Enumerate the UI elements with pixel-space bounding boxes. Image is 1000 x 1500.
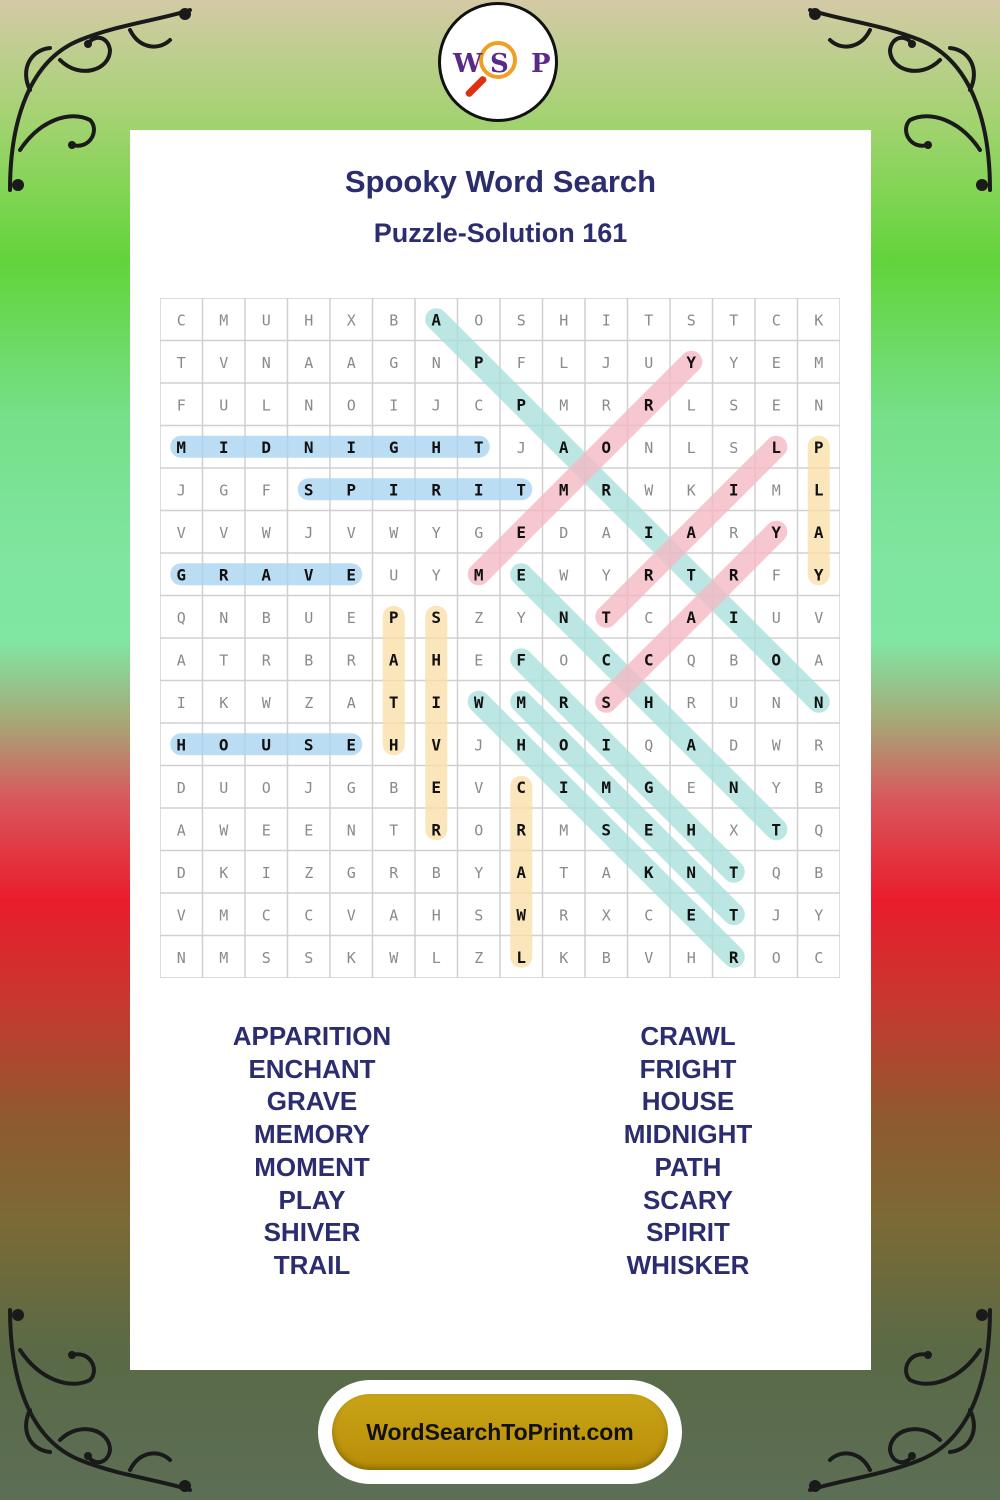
grid-cell[interactable]: M: [771, 481, 781, 500]
grid-cell[interactable]: W: [516, 905, 527, 925]
grid-cell[interactable]: L: [813, 480, 824, 500]
grid-cell[interactable]: W: [219, 821, 229, 840]
grid-cell[interactable]: E: [304, 821, 314, 840]
word-list-left: [162, 1020, 462, 1282]
grid-cell[interactable]: V: [346, 906, 356, 925]
grid-cell[interactable]: Y: [771, 522, 782, 542]
grid-cell[interactable]: H: [431, 437, 442, 457]
grid-cell[interactable]: Y: [474, 863, 484, 882]
grid-cell[interactable]: M: [559, 396, 569, 415]
grid-cell[interactable]: L: [516, 947, 527, 967]
grid-cell[interactable]: E: [431, 777, 442, 797]
grid-cell[interactable]: B: [729, 651, 739, 670]
grid-cell[interactable]: N: [728, 777, 739, 797]
grid-cell[interactable]: I: [601, 735, 612, 755]
grid-cell[interactable]: W: [261, 523, 271, 542]
grid-cell[interactable]: Y: [601, 566, 611, 585]
grid-cell[interactable]: R: [431, 480, 442, 500]
grid-cell[interactable]: N: [431, 353, 441, 372]
grid-cell[interactable]: W: [389, 948, 399, 967]
grid-cell[interactable]: E: [686, 778, 696, 797]
grid-cell[interactable]: R: [729, 523, 739, 542]
grid-cell[interactable]: E: [643, 820, 654, 840]
grid-cell[interactable]: U: [219, 396, 229, 415]
grid-cell[interactable]: B: [304, 651, 314, 670]
grid-cell[interactable]: G: [346, 863, 356, 882]
grid-cell[interactable]: N: [686, 862, 697, 882]
word-list-item: HOUSE: [641, 1086, 735, 1117]
grid-cell[interactable]: N: [176, 948, 186, 967]
grid-cell[interactable]: T: [644, 311, 654, 330]
grid-cell[interactable]: J: [516, 438, 526, 457]
grid-cell[interactable]: M: [176, 437, 187, 457]
grid-cell[interactable]: R: [643, 565, 654, 585]
website-button-label: WordSearchToPrint.com: [332, 1394, 668, 1470]
grid-cell[interactable]: Z: [304, 863, 314, 882]
grid-cell[interactable]: T: [176, 353, 186, 372]
grid-cell[interactable]: O: [346, 396, 356, 415]
grid-cell[interactable]: M: [473, 565, 484, 585]
grid-cell[interactable]: R: [686, 693, 696, 712]
word-list-item: SHIVER: [263, 1217, 361, 1248]
grid-cell[interactable]: V: [814, 608, 824, 627]
grid-cell[interactable]: M: [601, 777, 612, 797]
grid-cell[interactable]: N: [303, 437, 314, 457]
grid-cell[interactable]: O: [558, 735, 569, 755]
word-list-item: SCARY: [642, 1184, 734, 1215]
grid-cell[interactable]: R: [559, 906, 569, 925]
grid-cell[interactable]: V: [303, 565, 314, 585]
grid-cell[interactable]: J: [304, 523, 314, 542]
grid-cell[interactable]: C: [176, 311, 186, 330]
grid-cell[interactable]: F: [771, 566, 781, 585]
word-list-item: SPIRIT: [646, 1217, 730, 1248]
grid-cell[interactable]: E: [516, 522, 527, 542]
page-subtitle: Puzzle-Solution 161: [373, 218, 628, 248]
grid-cell[interactable]: J: [771, 906, 781, 925]
grid-cell[interactable]: Y: [729, 353, 739, 372]
grid-cell[interactable]: A: [176, 651, 186, 670]
grid-cell[interactable]: U: [389, 566, 399, 585]
grid-cell[interactable]: C: [474, 396, 484, 415]
grid-cell[interactable]: G: [389, 353, 399, 372]
grid-cell[interactable]: O: [218, 735, 229, 755]
grid-cell[interactable]: Q: [771, 863, 781, 882]
grid-cell[interactable]: J: [176, 481, 186, 500]
grid-cell[interactable]: V: [176, 906, 186, 925]
grid-cell[interactable]: R: [814, 736, 824, 755]
grid-cell[interactable]: Y: [431, 566, 441, 585]
grid-cell[interactable]: G: [474, 523, 484, 542]
grid-cell[interactable]: S: [601, 692, 612, 712]
logo-letter-p: P: [531, 49, 551, 79]
grid-cell[interactable]: T: [389, 821, 399, 840]
grid-cell[interactable]: V: [346, 523, 356, 542]
grid-cell[interactable]: R: [218, 565, 229, 585]
grid-cell[interactable]: A: [346, 693, 356, 712]
grid-cell[interactable]: E: [261, 821, 271, 840]
grid-cell[interactable]: K: [559, 948, 569, 967]
website-button[interactable]: [324, 1386, 676, 1478]
grid-cell[interactable]: S: [474, 906, 484, 925]
grid-cell[interactable]: S: [303, 480, 314, 500]
grid-cell[interactable]: Z: [474, 608, 484, 627]
logo-letter-w: W: [453, 49, 483, 79]
grid-cell[interactable]: D: [559, 523, 569, 542]
grid-cell[interactable]: F: [176, 396, 186, 415]
grid-cell[interactable]: S: [304, 948, 314, 967]
grid-cell[interactable]: P: [346, 480, 357, 500]
grid-cell[interactable]: R: [728, 947, 739, 967]
grid-cell[interactable]: N: [558, 607, 569, 627]
grid-cell[interactable]: M: [219, 311, 229, 330]
grid-cell[interactable]: A: [516, 862, 527, 882]
grid-cell[interactable]: A: [176, 821, 186, 840]
grid-cell[interactable]: T: [388, 692, 399, 712]
grid-cell[interactable]: B: [814, 778, 824, 797]
word-list-item: PATH: [654, 1151, 722, 1182]
grid-cell[interactable]: C: [814, 948, 824, 967]
grid-cell[interactable]: B: [261, 608, 271, 627]
grid-cell[interactable]: A: [389, 906, 399, 925]
grid-cell[interactable]: K: [219, 863, 229, 882]
grid-cell[interactable]: R: [389, 863, 399, 882]
word-list-item: TRAIL: [273, 1249, 351, 1280]
grid-cell[interactable]: U: [729, 693, 739, 712]
grid-cell[interactable]: T: [728, 862, 739, 882]
grid-cell[interactable]: A: [813, 522, 824, 542]
grid-cell[interactable]: S: [686, 311, 696, 330]
grid-cell[interactable]: S: [729, 438, 739, 457]
grid-cell[interactable]: L: [431, 948, 441, 967]
grid-cell[interactable]: T: [219, 651, 229, 670]
page-title: Spooky Word Search: [344, 164, 657, 199]
grid-cell[interactable]: R: [728, 565, 739, 585]
grid-cell[interactable]: T: [729, 311, 739, 330]
grid-cell[interactable]: O: [474, 821, 484, 840]
grid-cell[interactable]: K: [643, 862, 654, 882]
grid-cell[interactable]: C: [304, 906, 314, 925]
grid-cell[interactable]: I: [176, 693, 186, 712]
grid-cell[interactable]: P: [473, 352, 484, 372]
grid-cell[interactable]: V: [431, 735, 442, 755]
word-list-item: MIDNIGHT: [623, 1119, 753, 1150]
grid-cell[interactable]: T: [686, 565, 697, 585]
grid-cell[interactable]: I: [558, 777, 569, 797]
grid-cell[interactable]: J: [304, 778, 314, 797]
grid-cell[interactable]: Z: [474, 948, 484, 967]
grid-cell[interactable]: O: [771, 650, 782, 670]
grid-cell[interactable]: Q: [644, 736, 654, 755]
logo-letter-s: S: [490, 49, 509, 79]
grid-cell[interactable]: A: [601, 863, 611, 882]
grid-cell[interactable]: L: [559, 353, 569, 372]
word-list-item: MEMORY: [253, 1119, 371, 1150]
grid-cell[interactable]: O: [261, 778, 271, 797]
grid-cell[interactable]: U: [261, 735, 272, 755]
grid-cell[interactable]: M: [814, 353, 824, 372]
grid-cell[interactable]: T: [516, 480, 527, 500]
grid-cell[interactable]: O: [601, 437, 612, 457]
grid-cell[interactable]: K: [346, 948, 356, 967]
grid-cell[interactable]: O: [559, 651, 569, 670]
grid-cell[interactable]: X: [346, 311, 356, 330]
grid-cell[interactable]: R: [346, 651, 356, 670]
word-list-item: FRIGHT: [639, 1053, 737, 1084]
grid-cell[interactable]: Y: [771, 778, 781, 797]
grid-cell[interactable]: R: [643, 395, 654, 415]
grid-cell[interactable]: P: [813, 437, 824, 457]
grid-cell[interactable]: B: [389, 778, 399, 797]
grid-cell[interactable]: L: [771, 437, 782, 457]
grid-cell[interactable]: Z: [304, 693, 314, 712]
grid-cell[interactable]: E: [474, 651, 484, 670]
grid-cell[interactable]: N: [644, 438, 654, 457]
grid-cell[interactable]: A: [346, 353, 356, 372]
grid-cell[interactable]: K: [814, 311, 824, 330]
grid-cell[interactable]: O: [771, 948, 781, 967]
grid-cell[interactable]: W: [771, 736, 781, 755]
grid-cell[interactable]: G: [346, 778, 356, 797]
grid-cell[interactable]: I: [388, 480, 399, 500]
grid-cell[interactable]: I: [473, 480, 484, 500]
grid-cell[interactable]: I: [261, 863, 271, 882]
grid-cell[interactable]: Q: [814, 821, 824, 840]
grid-cell[interactable]: D: [176, 863, 186, 882]
grid-cell[interactable]: S: [303, 735, 314, 755]
grid-cell[interactable]: H: [686, 820, 697, 840]
grid-cell[interactable]: R: [261, 651, 271, 670]
grid-cell[interactable]: I: [728, 607, 739, 627]
grid-cell[interactable]: Y: [686, 352, 697, 372]
grid-cell[interactable]: H: [643, 692, 654, 712]
grid-cell[interactable]: C: [644, 906, 654, 925]
grid-cell[interactable]: A: [431, 310, 442, 330]
grid-cell[interactable]: F: [516, 353, 526, 372]
grid-cell[interactable]: N: [346, 821, 356, 840]
grid-cell[interactable]: E: [516, 565, 527, 585]
grid-cell[interactable]: L: [261, 396, 271, 415]
grid-cell[interactable]: I: [218, 437, 229, 457]
word-list-item: PLAY: [278, 1184, 346, 1215]
grid-cell[interactable]: G: [643, 777, 654, 797]
grid-cell[interactable]: W: [559, 566, 569, 585]
grid-cell[interactable]: S: [729, 396, 739, 415]
grid-cell[interactable]: C: [516, 777, 527, 797]
grid-cell[interactable]: I: [431, 692, 442, 712]
grid-cell[interactable]: B: [601, 948, 611, 967]
grid-cell[interactable]: D: [261, 437, 272, 457]
word-list-item: MOMENT: [254, 1151, 370, 1182]
grid-cell[interactable]: Y: [813, 565, 824, 585]
grid-cell[interactable]: Q: [686, 651, 696, 670]
grid-cell[interactable]: U: [644, 353, 654, 372]
grid-cell[interactable]: C: [643, 650, 654, 670]
wsp-logo[interactable]: [438, 2, 558, 122]
grid-cell[interactable]: E: [346, 565, 357, 585]
grid-cell[interactable]: B: [814, 863, 824, 882]
grid-cell[interactable]: N: [219, 608, 229, 627]
grid-cell[interactable]: L: [686, 438, 696, 457]
grid-cell[interactable]: F: [516, 650, 527, 670]
grid-cell[interactable]: V: [176, 523, 186, 542]
grid-cell[interactable]: C: [771, 311, 781, 330]
grid-cell[interactable]: S: [261, 948, 271, 967]
word-list-item: ENCHANT: [248, 1053, 376, 1084]
word-list-item: GRAVE: [266, 1086, 358, 1117]
grid-cell[interactable]: T: [559, 863, 569, 882]
grid-cell[interactable]: N: [261, 353, 271, 372]
grid-cell[interactable]: O: [474, 311, 484, 330]
grid-cell[interactable]: B: [389, 311, 399, 330]
grid-cell[interactable]: X: [729, 821, 739, 840]
grid-cell[interactable]: G: [176, 565, 187, 585]
grid-cell[interactable]: F: [261, 481, 271, 500]
grid-cell[interactable]: E: [346, 735, 357, 755]
grid-cell[interactable]: Y: [516, 608, 526, 627]
grid-cell[interactable]: E: [771, 396, 781, 415]
grid-cell[interactable]: P: [516, 395, 527, 415]
grid-cell[interactable]: H: [431, 906, 441, 925]
grid-cell[interactable]: I: [728, 480, 739, 500]
grid-cell[interactable]: J: [431, 396, 441, 415]
grid-cell[interactable]: A: [558, 437, 569, 457]
grid-cell[interactable]: J: [474, 736, 484, 755]
grid-cell[interactable]: U: [771, 608, 781, 627]
grid-cell[interactable]: A: [814, 651, 824, 670]
grid-cell[interactable]: A: [261, 565, 272, 585]
grid-cell[interactable]: K: [686, 481, 696, 500]
grid-cell[interactable]: I: [601, 311, 611, 330]
grid-cell[interactable]: T: [771, 820, 782, 840]
grid-cell[interactable]: U: [219, 778, 229, 797]
word-search-grid: [160, 298, 840, 978]
grid-cell[interactable]: J: [601, 353, 611, 372]
grid-cell[interactable]: R: [558, 692, 569, 712]
grid-cell[interactable]: U: [304, 608, 314, 627]
grid-cell[interactable]: N: [814, 396, 824, 415]
grid-cell[interactable]: A: [686, 735, 697, 755]
grid-cell[interactable]: T: [728, 905, 739, 925]
grid-cell[interactable]: S: [431, 607, 442, 627]
grid-cell[interactable]: W: [644, 481, 654, 500]
grid-cell[interactable]: I: [389, 396, 399, 415]
grid-cell[interactable]: P: [388, 607, 399, 627]
grid-cell[interactable]: M: [219, 948, 229, 967]
grid-cell[interactable]: M: [219, 906, 229, 925]
grid-cell[interactable]: H: [516, 735, 527, 755]
grid-cell[interactable]: S: [516, 311, 526, 330]
grid-cell[interactable]: W: [261, 693, 271, 712]
grid-cell[interactable]: R: [516, 820, 527, 840]
word-list-item: APPARITION: [232, 1021, 392, 1051]
grid-cell[interactable]: A: [686, 607, 697, 627]
grid-cell[interactable]: V: [219, 523, 229, 542]
grid-cell[interactable]: U: [261, 311, 271, 330]
grid-cell[interactable]: N: [304, 396, 314, 415]
grid-cell[interactable]: V: [644, 948, 654, 967]
grid-cell[interactable]: A: [388, 650, 399, 670]
grid-cell[interactable]: N: [771, 693, 781, 712]
grid-cell[interactable]: V: [219, 353, 229, 372]
grid-cell[interactable]: H: [304, 311, 314, 330]
grid-cell[interactable]: R: [601, 480, 612, 500]
grid-cell[interactable]: C: [601, 650, 612, 670]
grid-cell[interactable]: A: [686, 522, 697, 542]
grid-cell[interactable]: C: [644, 608, 654, 627]
word-list-item: CRAWL: [640, 1021, 736, 1051]
grid-cell[interactable]: Q: [176, 608, 186, 627]
grid-cell[interactable]: R: [601, 396, 611, 415]
grid-cell[interactable]: V: [474, 778, 484, 797]
grid-cell[interactable]: N: [813, 692, 824, 712]
grid-cell[interactable]: H: [431, 650, 442, 670]
grid-cell[interactable]: H: [388, 735, 399, 755]
grid-cell[interactable]: I: [346, 437, 357, 457]
grid-cell[interactable]: K: [219, 693, 229, 712]
grid-cell[interactable]: A: [601, 523, 611, 542]
grid-cell[interactable]: T: [473, 437, 484, 457]
grid-cell[interactable]: D: [176, 778, 186, 797]
grid-cell[interactable]: M: [516, 692, 527, 712]
grid-cell[interactable]: H: [176, 735, 187, 755]
grid-cell[interactable]: S: [601, 820, 612, 840]
grid-cell[interactable]: M: [559, 821, 569, 840]
grid-cell[interactable]: B: [431, 863, 441, 882]
grid-cell[interactable]: H: [686, 948, 696, 967]
grid-cell[interactable]: I: [643, 522, 654, 542]
grid-cell[interactable]: A: [304, 353, 314, 372]
grid-cell[interactable]: E: [686, 905, 697, 925]
grid-cell[interactable]: L: [686, 396, 696, 415]
grid-cell[interactable]: W: [389, 523, 399, 542]
grid-cell[interactable]: D: [729, 736, 739, 755]
grid-cell[interactable]: Y: [814, 906, 824, 925]
grid-cell[interactable]: X: [601, 906, 611, 925]
grid-cell[interactable]: G: [388, 437, 399, 457]
grid-cell[interactable]: T: [601, 607, 612, 627]
grid-cell[interactable]: W: [473, 692, 484, 712]
grid-cell[interactable]: M: [558, 480, 569, 500]
grid-cell[interactable]: C: [261, 906, 271, 925]
grid-cell[interactable]: Y: [431, 523, 441, 542]
grid-cell[interactable]: R: [431, 820, 442, 840]
grid-cell[interactable]: E: [346, 608, 356, 627]
grid-cell[interactable]: E: [771, 353, 781, 372]
word-list-item: WHISKER: [626, 1249, 750, 1280]
grid-cell[interactable]: H: [559, 311, 569, 330]
word-list-right: [538, 1020, 838, 1282]
grid-cell[interactable]: G: [219, 481, 229, 500]
